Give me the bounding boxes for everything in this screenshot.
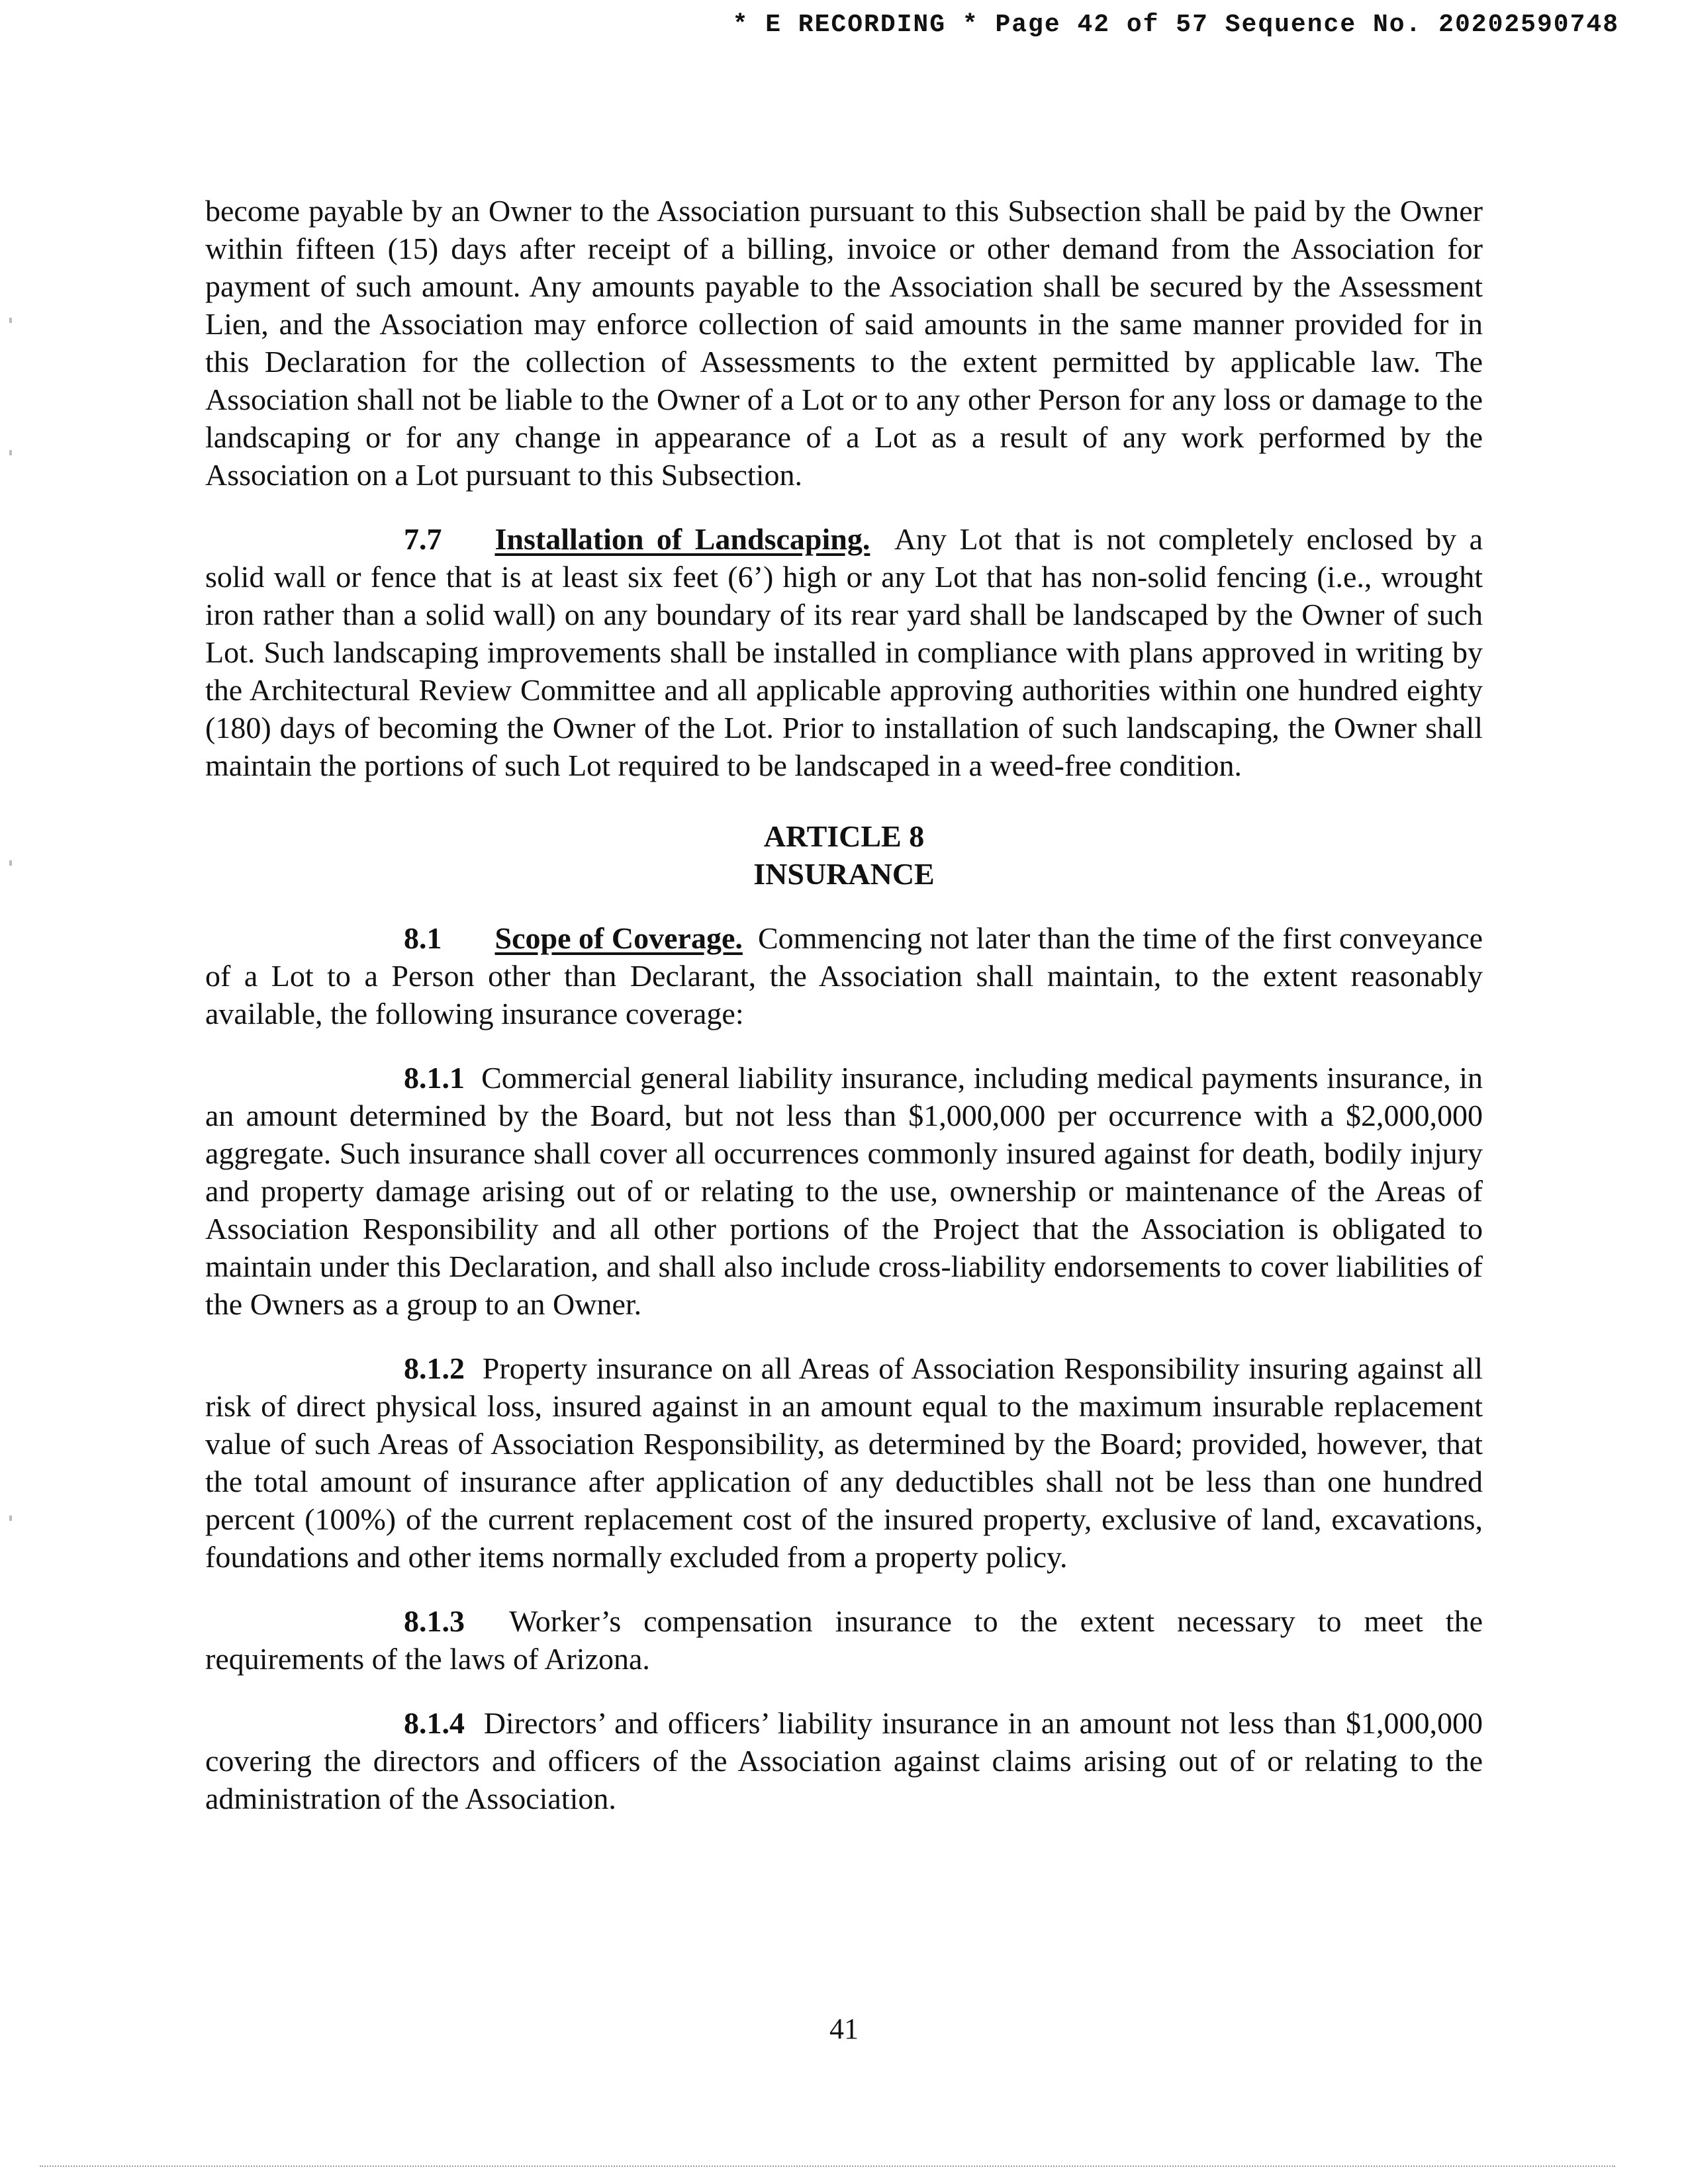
- section-body: Commencing not later than the time of the first conveyance of a Lot to a Person other than Declarant, the Association shall maintain, to the extent reasonably available, the following insurance coverage:: [205, 921, 1483, 1030]
- section-number: 7.7: [404, 522, 442, 556]
- scan-footer-line: [40, 2165, 1615, 2167]
- margin-mark: [9, 450, 12, 455]
- section-7-7: [205, 520, 1483, 784]
- subsection-number: 8.1.2: [404, 1351, 465, 1385]
- subsection-number: 8.1.3: [404, 1604, 465, 1638]
- subsection-body: Property insurance on all Areas of Association Responsibility insuring against all risk of direct physical loss, insured against in an amount equal to the maximum insurable replacement value of such Areas of Association Responsibility, as determined by the Board; provided, however, that the total amount of insurance after application of any deductibles shall not be less than one hundred percent (100%) of the current replacement cost of the insured property, exclusive of land, excavations, foundations and other items normally excluded from a property policy.: [205, 1351, 1483, 1574]
- margin-mark: [9, 318, 12, 323]
- section-title: Scope of Coverage.: [494, 921, 743, 955]
- article-title: INSURANCE: [753, 857, 935, 891]
- article-number: ARTICLE 8: [763, 819, 925, 853]
- section-title: Installation of Landscaping.: [494, 522, 870, 556]
- subsection-number: 8.1.4: [404, 1706, 465, 1740]
- subsection-8-1-2: [205, 1349, 1483, 1576]
- section-number: 8.1: [404, 921, 442, 955]
- subsection-number: 8.1.1: [404, 1061, 465, 1095]
- subsection-8-1-4: [205, 1704, 1483, 1817]
- subsection-body: Commercial general liability insurance, including medical payments insurance, in an amount determined by the Board, but not less than $1,000,000 per occurrence with a $2,000,000 aggregate. Such insurance shall cover all occurrences commonly insured against for death, bodily injury and property damage arising out of or relating to the use, ownership or maintenance of the Areas of Association Responsibility and all other portions of the Project that the Association is obligated to maintain under this Declaration, and shall also include cross-liability endorsements to cover liabilities of the Owners as a group to an Owner.: [205, 1061, 1483, 1321]
- subsection-8-1-1: [205, 1059, 1483, 1323]
- page-number: 41: [829, 2013, 859, 2045]
- margin-mark: [9, 1516, 12, 1521]
- section-body: Any Lot that is not completely enclosed by a solid wall or fence that is at least six feet (6’) high or any Lot that has non-solid fencing (i.e., wrought iron rather than a solid wall) on any boundary of its rear yard shall be landscaped by the Owner of such Lot. Such landscaping improvements shall be installed in compliance with plans approved in writing by the Architectural Review Committee and all applicable approving authorities within one hundred eighty (180) days of becoming the Owner of the Lot. Prior to installation of such landscaping, the Owner shall maintain the portions of such Lot required to be landscaped in a weed-free condition.: [205, 522, 1483, 782]
- subsection-8-1-3: [205, 1602, 1483, 1678]
- recording-header: * E RECORDING * Page 42 of 57 Sequence No. 20202590748: [732, 11, 1619, 39]
- article-heading-block: [205, 817, 1483, 893]
- document-body: [205, 192, 1483, 1844]
- subsection-body: Worker’s compensation insurance to the extent necessary to meet the requirements of the laws of Arizona.: [205, 1604, 1483, 1676]
- section-8-1: [205, 919, 1483, 1032]
- margin-mark: [9, 860, 12, 866]
- continuation-paragraph: become payable by an Owner to the Association pursuant to this Subsection shall be paid by the Owner within fifteen (15) days after receipt of a billing, invoice or other demand from the Association for payment of such amount. Any amounts payable to the Association shall be secured by the Assessment Lien, and the Association may enforce collection of said amounts in the same manner provided for in this Declaration for the collection of Assessments to the extent permitted by applicable law. The Association shall not be liable to the Owner of a Lot or to any other Person for any loss or damage to the landscaping or for any change in appearance of a Lot as a result of any work performed by the Association on a Lot pursuant to this Subsection.: [205, 194, 1483, 492]
- subsection-body: Directors’ and officers’ liability insurance in an amount not less than $1,000,000 covering the directors and officers of the Association against claims arising out of or relating to the administration of the Association.: [205, 1706, 1483, 1815]
